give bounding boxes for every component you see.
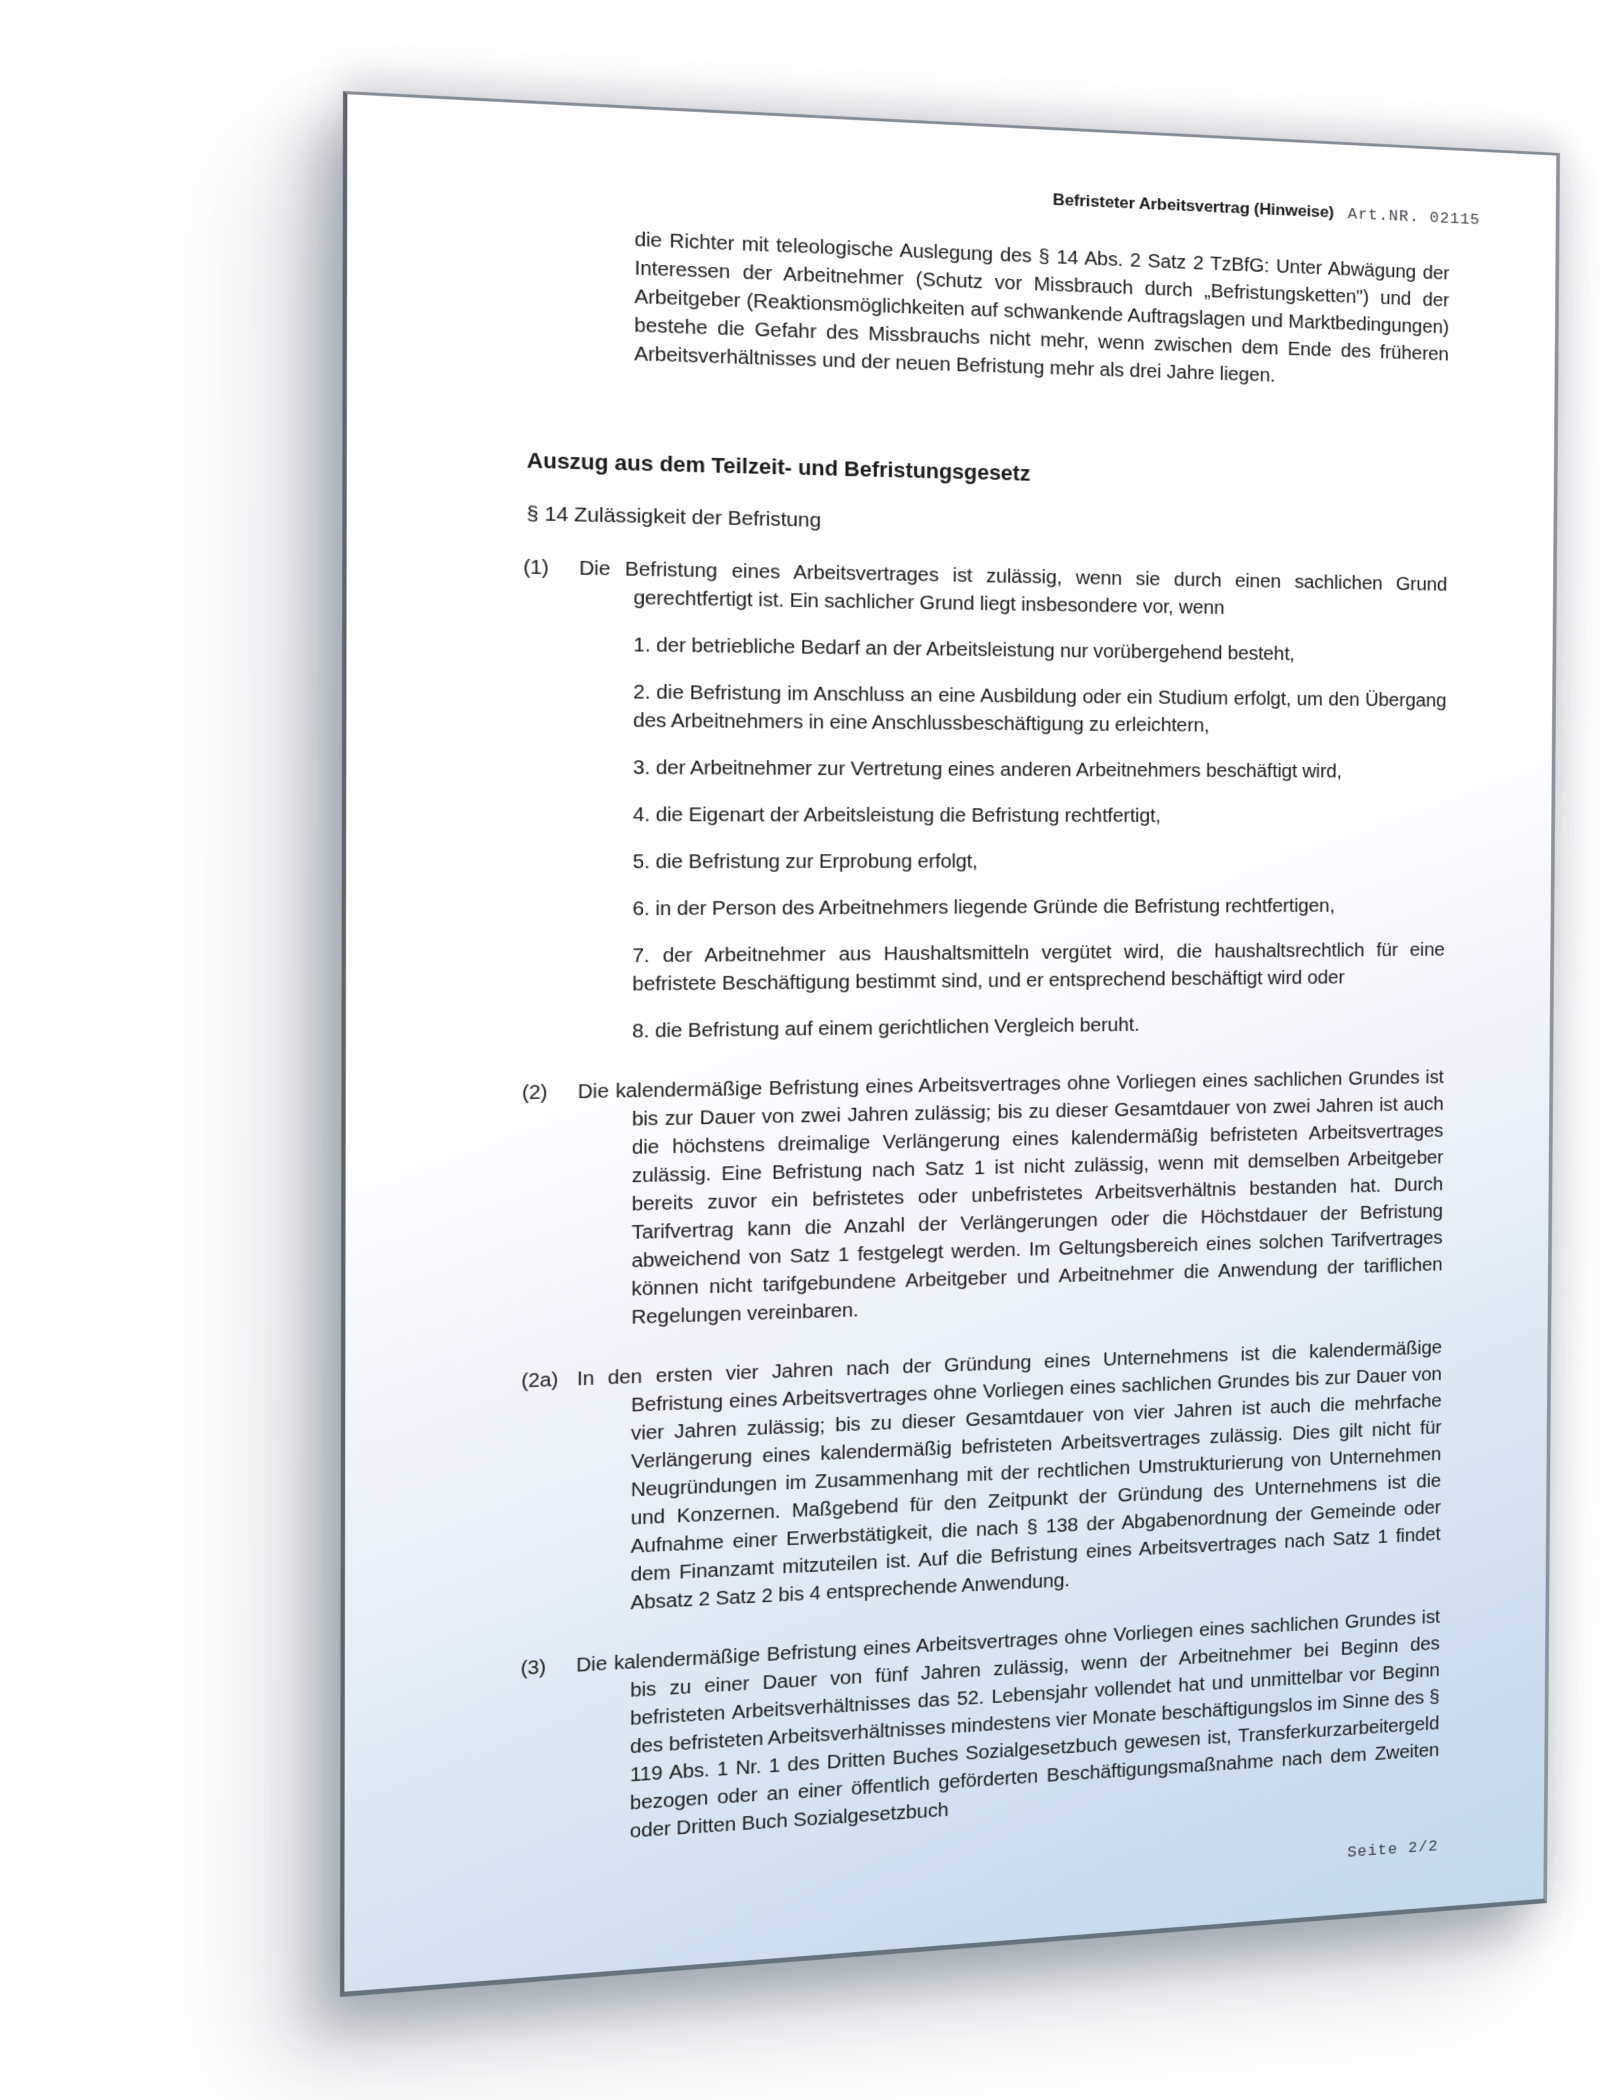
paragraph-2a-marker: (2a) <box>521 1369 559 1393</box>
paragraph-2-text: Die kalendermäßige Befristung eines Arbeitsvertrages ohne Vorliegen eines sachlichen Grundes ist bis zur Dauer von zwei Jahren zulässig; bis zu dieser Gesamtdauer von zwei Jahren ist auch die höchstens dreimalige Verlängerung eines kalendermäßig befristeten Arbeitsvertrages zulässig. Eine Befristung nach Satz 1 ist nicht zulässig, wenn mit demselben Arbeitgeber bereits zuvor ein befristetes oder unbefristetes Arbeitsverhältnis bestanden hat. Durch Tarifvertrag kann die Anzahl der Verlängerungen oder die Höchstdauer der Befristung abweichend von Satz 1 festgelegt werden. Im Geltungsbereich eines solchen Tarifvertrages können nicht tarifgebundene Arbeitgeber und Arbeitnehmer die Anwendung der tariflichen Regelungen vereinbaren. <box>577 1067 1444 1329</box>
paragraph-3-marker: (3) <box>520 1656 547 1680</box>
section-heading: Auszug aus dem Teilzeit- und Befristungsgesetz <box>526 448 1031 486</box>
list-item-1: 1. der betriebliche Bedarf an der Arbeitsleistung nur vorübergehend besteht, <box>633 634 1295 665</box>
intro-paragraph: die Richter mit teleologische Auslegung des § 14 Abs. 2 Satz 2 TzBfG: Unter Abwägung der Interessen der Arbeitnehmer (Schutz vor Missbrauch durch „Befristungsketten") und der Arbeitgeber (Reaktionsmöglichkeiten auf schwankende Auftragslagen und Marktbedingungen) bestehe die Gefahr des Missbrauchs nicht mehr, wenn zwischen dem Ende des früheren Arbeitsverhältnisses und der neuen Befristung mehr als drei Jahre liegen. <box>634 229 1450 387</box>
list-item-2: 2. die Befristung im Anschluss an eine Ausbildung oder ein Studium erfolgt, um den Übergang des Arbeitnehmers in eine Anschlussbeschäftigung zu erleichtern, <box>633 681 1447 737</box>
list-item-5: 5. die Befristung zur Erprobung erfolgt, <box>632 851 978 874</box>
paragraph-2-marker: (2) <box>521 1081 548 1105</box>
list-item-4: 4. die Eigenart der Arbeitsleistung die Befristung rechtfertigt, <box>632 804 1161 827</box>
paragraph-2 <box>521 1065 1444 1333</box>
paragraph-1-marker: (1) <box>523 556 549 580</box>
law-title: § 14 Zulässigkeit der Befristung <box>526 502 821 532</box>
doc-title: Befristeter Arbeitsvertrag (Hinweise) <box>1052 190 1335 222</box>
doc-header <box>347 157 1480 231</box>
page-number: Seite 2/2 <box>1347 1837 1439 1862</box>
list-item-6: 6. in der Person des Arbeitnehmers liegende Gründe die Befristung rechtfertigen, <box>632 895 1335 921</box>
paragraph-1-text: Die Befristung eines Arbeitsvertrages ist zulässig, wenn sie durch einen sachlichen Grund gerechtfertigt ist. Ein sachlicher Grund liegt insbesondere vor, wenn <box>579 557 1448 619</box>
paragraph-2a <box>521 1335 1442 1618</box>
list-item-8: 8. die Befristung auf einem gerichtlichen Vergleich beruht. <box>632 1014 1140 1043</box>
paragraph-2a-text: In den ersten vier Jahren nach der Gründung eines Unternehmens ist die kalendermäßige Befristung eines Arbeitsvertrages ohne Vorliegen eines sachlichen Grundes bis zur Dauer von vier Jahren zulässig; bis zu dieser Gesamtdauer von vier Jahren ist auch die mehrfache Verlängerung eines kalendermäßig befristeten Arbeitsvertrages zulässig. Dies gilt nicht für Neugründungen im Zusammenhang mit der rechtlichen Umstrukturierung von Unternehmen und Konzernen. Maßgebend für den Zeitpunkt der Gründung des Unternehmens ist die Aufnahme einer Erwerbstätigkeit, die nach § 138 der Abgabenordnung der Gemeinde oder dem Finanzamt mitzuteilen ist. Auf die Befristung eines Arbeitsvertrages nach Satz 1 findet Absatz 2 Satz 2 bis 4 entsprechende Anwendung. <box>576 1337 1442 1615</box>
list-item-7: 7. der Arbeitnehmer aus Haushaltsmitteln vergütet wird, die haushaltsrechtlich für eine befristete Beschäftigung bestimmt sind, und er entsprechend beschäftigt wird oder <box>632 939 1445 996</box>
article-number: Art.NR. 02115 <box>1347 205 1481 229</box>
paragraph-1 <box>523 556 1448 626</box>
paragraph-3-text: Die kalendermäßige Befristung eines Arbeitsvertrages ohne Vorliegen eines sachlichen Grundes ist bis zu einer Dauer von fünf Jahren zulässig, wenn der Arbeitnehmer bei Beginn des befristeten Arbeitsverhältnisses das 52. Lebensjahr vollendet hat und unmittelbar vor Beginn des befristeten Arbeitsverhältnisses mindestens vier Monate beschäftigungslos im Sinne des § 119 Abs. 1 Nr. 1 des Dritten Buches Sozialgesetzbuch gewesen ist, Transferkurzarbeitergeld bezogen oder an einer öffentlich geförderten Beschäftigungsmaßnahme nach dem Zweiten oder Dritten Buch Sozialgesetzbuch <box>576 1607 1441 1843</box>
paragraph-3 <box>520 1604 1441 1846</box>
page-sheet <box>340 91 1560 1997</box>
list-item-3: 3. der Arbeitnehmer zur Vertretung eines anderen Arbeitnehmers beschäftigt wird, <box>632 757 1342 783</box>
